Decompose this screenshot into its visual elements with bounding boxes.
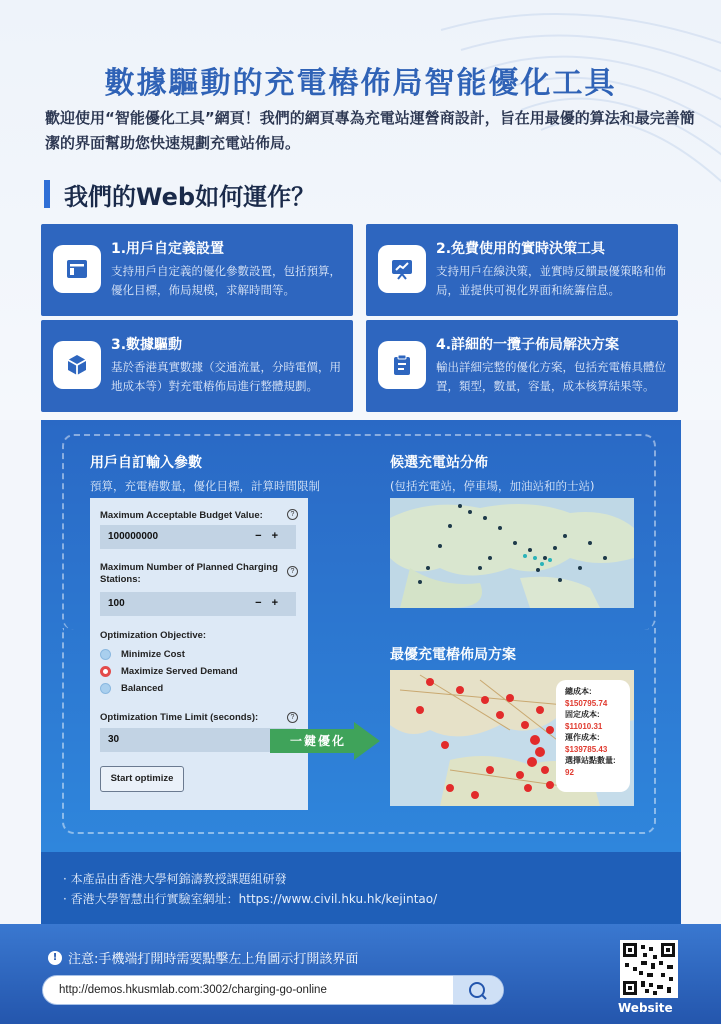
stations-input[interactable]: [100, 592, 296, 616]
chart-board-icon: [378, 245, 426, 293]
candidate-sub: (包括充電站，停車場，加油站和的士站): [390, 479, 595, 493]
layout-icon: [53, 245, 101, 293]
feature-card-3: [41, 320, 353, 412]
feature-card-4: [366, 320, 678, 412]
section-heading-text: 我們的Web如何運作？: [64, 182, 316, 211]
help-icon[interactable]: ?: [287, 566, 298, 577]
total-cost-label: 總成本:: [565, 687, 592, 696]
operating-cost-value: $139785.43: [565, 744, 608, 754]
help-icon[interactable]: ?: [287, 509, 298, 520]
bottom-bar: [0, 924, 721, 1024]
fixed-cost-value: $11010.31: [565, 721, 603, 731]
candidate-map-graphic: [390, 498, 634, 608]
candidate-label: [390, 452, 594, 494]
credit-line-1: · 本產品由香港大學柯錦濤教授課題組研發: [63, 872, 287, 886]
objective-label: Optimization Objective:: [100, 630, 207, 641]
intro-text: 歡迎使用“智能優化工具”網頁！我們的網頁專為充電站運營商設計，旨在用最優的算法和最完善簡潔的界面幫助您快速規劃充電站佈局。: [45, 109, 695, 152]
mobile-note: [48, 948, 358, 967]
objective-option-label: Maximize Served Demand: [121, 666, 238, 677]
qr-caption: Website: [618, 1001, 673, 1015]
cube-icon: [53, 341, 101, 389]
feature-card-desc: 輸出詳細完整的優化方案，包括充電樁具體位置，類型，數量，容量，成本核算結果等。: [436, 360, 666, 393]
radio-icon[interactable]: [100, 683, 111, 694]
url-text[interactable]: http://demos.hkusmlab.com:3002/charging-go-online: [59, 984, 327, 996]
credits-panel: [41, 852, 681, 924]
feature-card-title: 1.用戶自定義設置: [111, 241, 225, 257]
objective-option[interactable]: [100, 683, 163, 694]
objective-option[interactable]: [100, 666, 238, 677]
objective-option-label: Balanced: [121, 683, 164, 694]
result-title: 最優充電樁佈局方案: [390, 647, 516, 663]
parameter-form: [90, 498, 308, 810]
fixed-cost-label: 固定成本:: [565, 710, 600, 719]
feature-card-desc: 支持用戶在線決策，並實時反饋最優策略和佈局，並提供可視化界面和統籌信息。: [436, 264, 666, 297]
optimize-arrow-label: 一鍵優化: [290, 734, 347, 748]
candidate-map: [390, 498, 634, 608]
radio-selected-icon[interactable]: [100, 666, 111, 677]
credit-line-2: · 香港大學智慧出行實驗室網址：https://www.civil.hku.hk/kejintao/: [63, 892, 438, 906]
objective-option[interactable]: [100, 649, 185, 660]
operating-cost-label: 運作成本:: [565, 733, 600, 742]
input-params-title: 用戶自訂輸入參數: [90, 455, 202, 471]
stepper-icon[interactable]: −+: [255, 597, 288, 609]
decorative-waves: [421, 0, 721, 210]
selected-count-label: 選擇站點數量:: [565, 756, 616, 765]
time-limit-value: 30: [108, 734, 120, 745]
feature-card-title: 4.詳細的一攬子佈局解決方案: [436, 337, 620, 353]
total-cost-value: $150795.74: [565, 698, 608, 708]
input-params-sub: 預算，充電樁數量，優化目標，計算時間限制: [90, 479, 320, 493]
feature-card-desc: 基於香港真實數據（交通流量，分時電價，用地成本等）對充電樁佈局進行整體規劃。: [111, 360, 341, 393]
stations-label: Maximum Number of Planned Charging Stations:: [100, 562, 278, 585]
budget-label: Maximum Acceptable Budget Value:: [100, 510, 263, 521]
feature-card-title: 2.免費使用的實時決策工具: [436, 241, 606, 257]
feature-card-2: [366, 224, 678, 316]
result-label: [390, 644, 516, 664]
stepper-icon[interactable]: −+: [255, 530, 288, 542]
url-bar[interactable]: [42, 975, 504, 1005]
search-button[interactable]: [453, 976, 503, 1005]
feature-card-title: 3.數據驅動: [111, 337, 183, 353]
section-accent-bar: [44, 180, 50, 208]
radio-icon[interactable]: [100, 649, 111, 660]
time-limit-input[interactable]: [100, 728, 296, 752]
search-icon[interactable]: [453, 976, 503, 1005]
input-params-label: [90, 452, 320, 494]
candidate-title: 候選充電站分佈: [390, 455, 488, 471]
page-title: 數據驅動的充電樁佈局智能優化工具: [104, 66, 617, 101]
budget-value: 100000000: [108, 531, 159, 542]
feature-card-1: [41, 224, 353, 316]
selected-count-value: 92: [565, 767, 574, 777]
clipboard-icon: [378, 341, 426, 389]
feature-card-desc: 支持用戶自定義的優化參數設置，包括預算，優化目標，佈局規模，求解時間等。: [111, 264, 341, 297]
info-icon: !: [48, 951, 62, 965]
qr-code-graphic: [623, 943, 675, 995]
objective-option-label: Minimize Cost: [121, 649, 185, 660]
time-limit-label: Optimization Time Limit (seconds):: [100, 712, 259, 723]
optimize-arrow: [270, 722, 382, 760]
help-icon[interactable]: ?: [287, 712, 298, 723]
stations-value: 100: [108, 598, 125, 609]
result-tooltip: [556, 680, 630, 792]
start-optimize-button[interactable]: Start optimize: [100, 766, 184, 792]
qr-code[interactable]: [620, 940, 678, 998]
section-heading: [44, 178, 315, 210]
mobile-note-text: 注意:手機端打開時需要點擊左上角圖示打開該界面: [68, 952, 359, 967]
budget-input[interactable]: [100, 525, 296, 549]
